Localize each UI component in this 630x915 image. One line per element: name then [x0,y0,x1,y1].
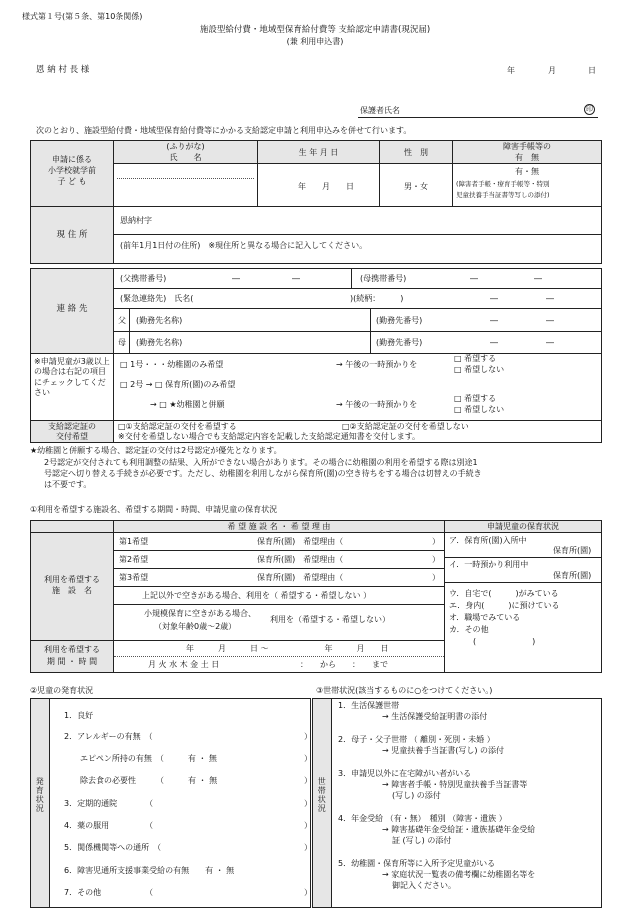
age3-type2-checkbox[interactable]: □ 2号 → □ 保育所(園)のみ希望 [120,380,236,389]
section3-title: ③世帯状況(該当するものに○をつけてください。) [316,686,493,695]
child-dob-header: 生 年 月 日 [257,140,380,164]
address-label: 現 住 所 [30,206,114,264]
form-title: 施設型給付費・地域型保育給付費等 支給認定申請書(現況届) [199,25,431,35]
section1-title: ①利用を希望する施設名、希望する期間・時間、申請児童の保育状況 [30,505,278,514]
section1-status-header: 申請児童の保育状況 [444,520,602,533]
child-dob-field[interactable]: 年 月 日 [257,163,380,207]
age3-want-2[interactable]: □ 希望する [454,394,497,403]
child-gender-field[interactable]: 男・女 [379,163,453,207]
form-number: 様式第１号(第５条、第10条関係) [22,12,143,21]
period-row-label: 利用を希望する 期 間 ・ 時 間 [30,640,114,673]
household-side-label: 世帯状況 [312,698,332,908]
child-row-label: 申請に係る 小学校就学前 子 ど も [30,140,114,196]
contact-mobile-row[interactable]: (父携帯番号) ― ― (母携帯番号) ― ― [113,268,602,289]
address-previous-field[interactable]: (前年1月1日付の住所) ※現住所と異なる場合に記入してください。 [113,234,602,264]
cert-label: 支給認定証の 交付希望 [30,420,114,443]
intro-text: 次のとおり、施設型給付費・地域型保育給付費等にかかる支給認定申請と利用申込みを併せて行います。 [36,126,412,135]
small-scale-row[interactable]: 小規模保育に空きがある場合、 （対象年齢0歳～2歳） 利用を（希望する・希望しない） [113,604,445,641]
guardian-name-label: 保護者氏名 [360,106,400,115]
child-disability-header: 障害手帳等の 有 無 [452,140,602,164]
wish-2-row[interactable]: 第2希望 保育所(園) 希望理由（ ） [113,550,445,569]
date-day: 日 [588,66,596,75]
address-current-field[interactable]: 恩納村字 [113,206,602,235]
wish-3-row[interactable]: 第3希望 保育所(園) 希望理由（ ） [113,568,445,587]
vacancy-row[interactable]: 上記以外で空きがある場合、利用を（ 希望する・希望しない ） [113,586,445,605]
age3-label: ※申請児童が3歳以上の場合は右記の項目にチェックしてください [30,353,114,421]
age3-options[interactable]: □ 1号・・・幼稚園のみ希望 → 午後の一時預かりを □ 希望する □ 希望しない □ 2号 → □ 保育所(園)のみ希望 → □ ★幼稚園と併願 → 午後の一時預かりを □ 希望する □ 希望しない [113,353,602,421]
child-name-field[interactable] [113,163,258,207]
age3-notwant-1[interactable]: □ 希望しない [454,365,505,374]
age3-kindergarten-checkbox[interactable]: → □ ★幼稚園と併願 [150,400,225,409]
contact-label: 連 絡 先 [30,268,114,354]
development-list[interactable]: 1．良好 2．アレルギーの有無 （ ） エピペン所持の有無 （ 有 ・ 無 ） 除去食の必要性 （ 有 ・ 無 ） 3．定期的通院 （ ） 4．薬の服用 （ ） 5．関係機関等への通所 （ ） 6．障害児通所支援事業受給の有無 有 ・ 無 7．その他 （ ） [49,698,311,908]
date-year: 年 [507,66,515,75]
date-month: 月 [548,66,556,75]
development-side-label: 発育状況 [30,698,50,908]
childcare-status-cell[interactable]: ア．保育所(園)入所中 保育所(園) イ．一時預かり利用中 保育所(園) ウ．自宅で( )がみている エ．身内( )に預けている オ．職場でみている カ．その他 ( ) [444,532,602,673]
cert-want-checkbox[interactable]: □①支給認定証の交付を希望する [118,422,237,431]
age3-notwant-2[interactable]: □ 希望しない [454,405,505,414]
addressee: 恩 納 村 長 様 [36,65,90,75]
child-disability-field[interactable]: 有・無 (障害者手帳・療育手帳等・特別 児童扶養手当証書等写しの添付) [452,163,602,207]
child-gender-header: 性 別 [379,140,453,164]
wish-1-row[interactable]: 第1希望 保育所(園) 希望理由（ ） [113,532,445,551]
seal-mark: 印 [586,105,593,113]
form-subtitle: (兼 利用申込書) [286,37,344,46]
guardian-name-line[interactable] [358,117,598,118]
contact-father-row[interactable]: 父 (勤務先名称) (勤務先番号) ― ― [113,308,602,332]
household-list[interactable]: 1．生活保護世帯 → 生活保護受給証明書の添付 2．母子・父子世帯 （ 離別・死別・未婚 ） → 児童扶養手当証書(写し) の添付 3．申請児以外に在宅障がい者がいる → 障害者手帳・特別児童扶養手当証書等 (写し) の添付 4．年金受給 （有・無） 種別 （障害・遺族 ） → 障害基礎年金受給証・遺族基礎年金受給 証 (写し) の添付 5．幼稚園・保育所等に入所予定児童がいる → 家庭状況一覧表の備考欄に幼稚園名等を 御記入ください。 [331,698,602,908]
section1-facility-header: 希 望 施 設 名 ・ 希 望 理 由 [113,520,445,533]
period-time-field[interactable]: 年 月 日 ～ 年 月 日 月 火 水 木 金 土 日 ： から ： まで [113,640,445,673]
contact-emergency-row[interactable]: (緊急連絡先) 氏名( )(続柄： ) ― ― [113,288,602,309]
facility-row-label: 利用を希望する 施 設 名 [30,532,114,641]
contact-mother-row[interactable]: 母 (勤務先名称) (勤務先番号) ― ― [113,331,602,354]
note-line-3: 号認定へ切り替える手続きが必要です。ただし、幼稚園を利用しながら保育所(園)の空き待ちをする場合は切替えの手続き [44,469,482,478]
note-line-1: ★幼稚園と併願する場合、認定証の交付は2号認定が優先となります。 [30,446,282,455]
child-name-header: (ふりがな) 氏 名 [113,140,258,164]
note-line-2: 2号認定が交付されても利用調整の結果、入所ができない場合があります。その場合に幼稚園の利用を希望する際は別途1 [44,458,478,467]
age3-want-1[interactable]: □ 希望する [454,354,497,363]
cert-options[interactable]: □①支給認定証の交付を希望する □②支給認定証の交付を希望しない ※交付を希望しない場合でも支給認定内容を記載した支給認定通知書を交付します。 [113,420,602,443]
section2-title: ②児童の発育状況 [30,686,94,695]
note-line-4: は不要です。 [44,480,92,489]
cert-notwant-checkbox[interactable]: □②支給認定証の交付を希望しない [342,422,469,431]
age3-type1-checkbox[interactable]: □ 1号・・・幼稚園のみ希望 [120,360,224,369]
